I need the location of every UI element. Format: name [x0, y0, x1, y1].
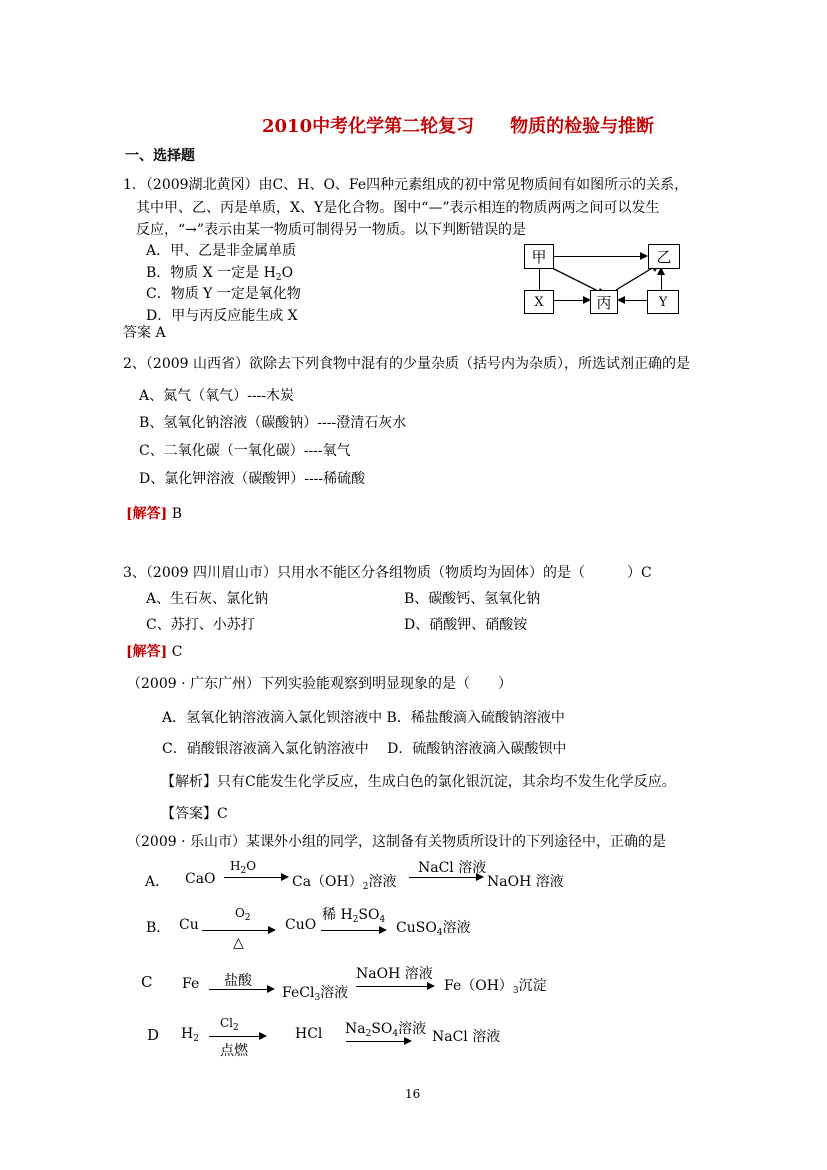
route-label: A． — [145, 874, 170, 890]
arrowhead-icon — [259, 1032, 267, 1040]
reaction-arrow — [356, 986, 427, 987]
line-y-yi — [661, 275, 662, 290]
route-label: C — [141, 973, 153, 991]
reaction-arrow — [224, 877, 281, 878]
q1-option-b: B．物质 X 一定是 $H_2O$ — [146, 265, 294, 283]
q1-stem-line2: 其中甲、乙、丙是单质，X、Y是化合物。图中“—”表示相连的物质两两之间可以发生 — [136, 200, 660, 216]
q2-option-b: B、氢氧化钠溶液（碳酸钠）----澄清石灰水 — [139, 415, 407, 431]
reagent-top: $H_2O$ — [230, 859, 257, 876]
product-2: $Fe(OH)_3$沉淀 — [444, 978, 547, 996]
reagent-top: $O_2$ — [235, 906, 251, 923]
product-1: $Ca(OH)_2$溶液 — [292, 874, 397, 892]
condition-bottom: △ — [233, 935, 244, 951]
q4-options-cd: C．硝酸银溶液滴入氯化钠溶液中 D．硫酸钠溶液滴入碳酸钡中 — [162, 741, 567, 757]
node-y: Y — [647, 290, 679, 314]
arrowhead-icon — [617, 296, 625, 304]
node-x: X — [524, 290, 554, 314]
q1-stem-line3: 反应，“→”表示由某一物质可制得另一物质。以下判断错误的是 — [136, 222, 527, 238]
q4-answer: 【答案】C — [161, 806, 228, 822]
reactant: CaO — [185, 871, 216, 887]
q3-stem: 3、（2009 四川眉山市）只用水不能区分各组物质（物质均为固体）的是（ ）C — [123, 565, 652, 581]
q1-option-c: C．物质 Y 一定是氧化物 — [146, 286, 301, 302]
product-1: CuO — [285, 917, 317, 933]
reaction-arrow — [209, 1036, 259, 1037]
reagent-top: $Na_2SO_4$溶液 — [345, 1021, 427, 1039]
line-jia-bing — [548, 266, 598, 291]
arrowhead-icon — [281, 873, 289, 881]
q2-option-a: A、氮气（氧气）----木炭 — [139, 388, 295, 404]
q2-stem: 2、（2009 山西省）欲除去下列食物中混有的少量杂质（括号内为杂质），所选试剂正确的是 — [123, 356, 690, 372]
arrow-y-to-bing — [625, 300, 647, 301]
page-number: 16 — [405, 1087, 421, 1101]
condition-bottom: 点燃 — [220, 1043, 248, 1059]
page-title: 2010中考化学第二轮复习 物质的检验与推断 — [262, 116, 655, 137]
reaction-arrow — [202, 930, 268, 931]
section-heading: 一、选择题 — [125, 148, 195, 164]
product-2: NaOH 溶液 — [487, 874, 564, 890]
arrowhead-icon — [379, 926, 387, 934]
node-yi: 乙 — [648, 244, 680, 269]
arrowhead-icon — [476, 873, 484, 881]
arrowhead-icon — [268, 926, 276, 934]
arrow-x-to-bing — [553, 300, 583, 301]
q3-option-b: B、碳酸钙、氢氧化钠 — [404, 591, 541, 607]
product-1: HCl — [295, 1026, 323, 1042]
reaction-arrow — [409, 877, 476, 878]
reactant: Fe — [182, 976, 200, 992]
product-2: NaCl 溶液 — [432, 1029, 501, 1045]
arrowhead-icon — [404, 1037, 412, 1045]
node-bing: 丙 — [590, 290, 618, 314]
q1-answer: 答案 A — [123, 325, 166, 341]
q5-stem: （2009 · 乐山市）某课外小组的同学，这制备有关物质所设计的下列途径中，正确的是 — [127, 834, 666, 850]
route-label: B． — [146, 920, 171, 936]
q3-option-d: D、硝酸钾、硝酸铵 — [404, 617, 528, 633]
reagent-top: 稀 $H_2SO_4$ — [322, 907, 386, 925]
arrowhead-icon — [427, 982, 435, 990]
q3-option-c: C、苏打、小苏打 — [146, 617, 255, 633]
reactant: $H_2$ — [181, 1026, 199, 1044]
reaction-arrow — [321, 930, 379, 931]
reagent-top: NaOH 溶液 — [356, 966, 433, 982]
node-jia: 甲 — [524, 244, 554, 269]
reagent-top: NaCl 溶液 — [418, 860, 487, 876]
q1-option-d: D．甲与丙反应能生成 X — [146, 308, 298, 324]
q4-options-ab: A．氢氧化钠溶液滴入氯化钡溶液中 B．稀盐酸滴入硫酸钠溶液中 — [162, 710, 565, 726]
reagent-top: $Cl_2$ — [220, 1016, 239, 1033]
reactant: Cu — [179, 917, 199, 933]
q1-stem-line1: 1．（2009湖北黄冈）由C、H、O、Fe四种元素组成的初中常见物质间有如图所示的关系， — [123, 177, 689, 193]
line-bing-yi — [616, 267, 654, 290]
q2-option-c: C、二氧化碳（一氧化碳）----氧气 — [139, 443, 351, 459]
reagent-top: 盐酸 — [224, 973, 252, 989]
reaction-arrow — [209, 989, 267, 990]
q4-analysis: 【解析】只有C能发生化学反应，生成白色的氯化银沉淀，其余均不发生化学反应。 — [161, 774, 676, 790]
q3-option-a: A、生石灰、氯化钠 — [146, 591, 269, 607]
q1-option-a: A．甲、乙是非金属单质 — [146, 243, 297, 259]
q4-stem: （2009 · 广东广州）下列实验能观察到明显现象的是（ ） — [127, 676, 512, 692]
q2-answer: [解答] B — [126, 506, 182, 522]
product-1: FeCl$_3$溶液 — [282, 985, 349, 1003]
product-2: CuSO$_4$溶液 — [396, 920, 471, 938]
arrowhead-icon — [267, 985, 275, 993]
q3-answer: [解答] C — [126, 644, 183, 660]
route-label: D — [147, 1026, 160, 1044]
q2-option-d: D、氯化钾溶液（碳酸钾）----稀硫酸 — [139, 471, 366, 487]
reaction-arrow — [346, 1041, 404, 1042]
